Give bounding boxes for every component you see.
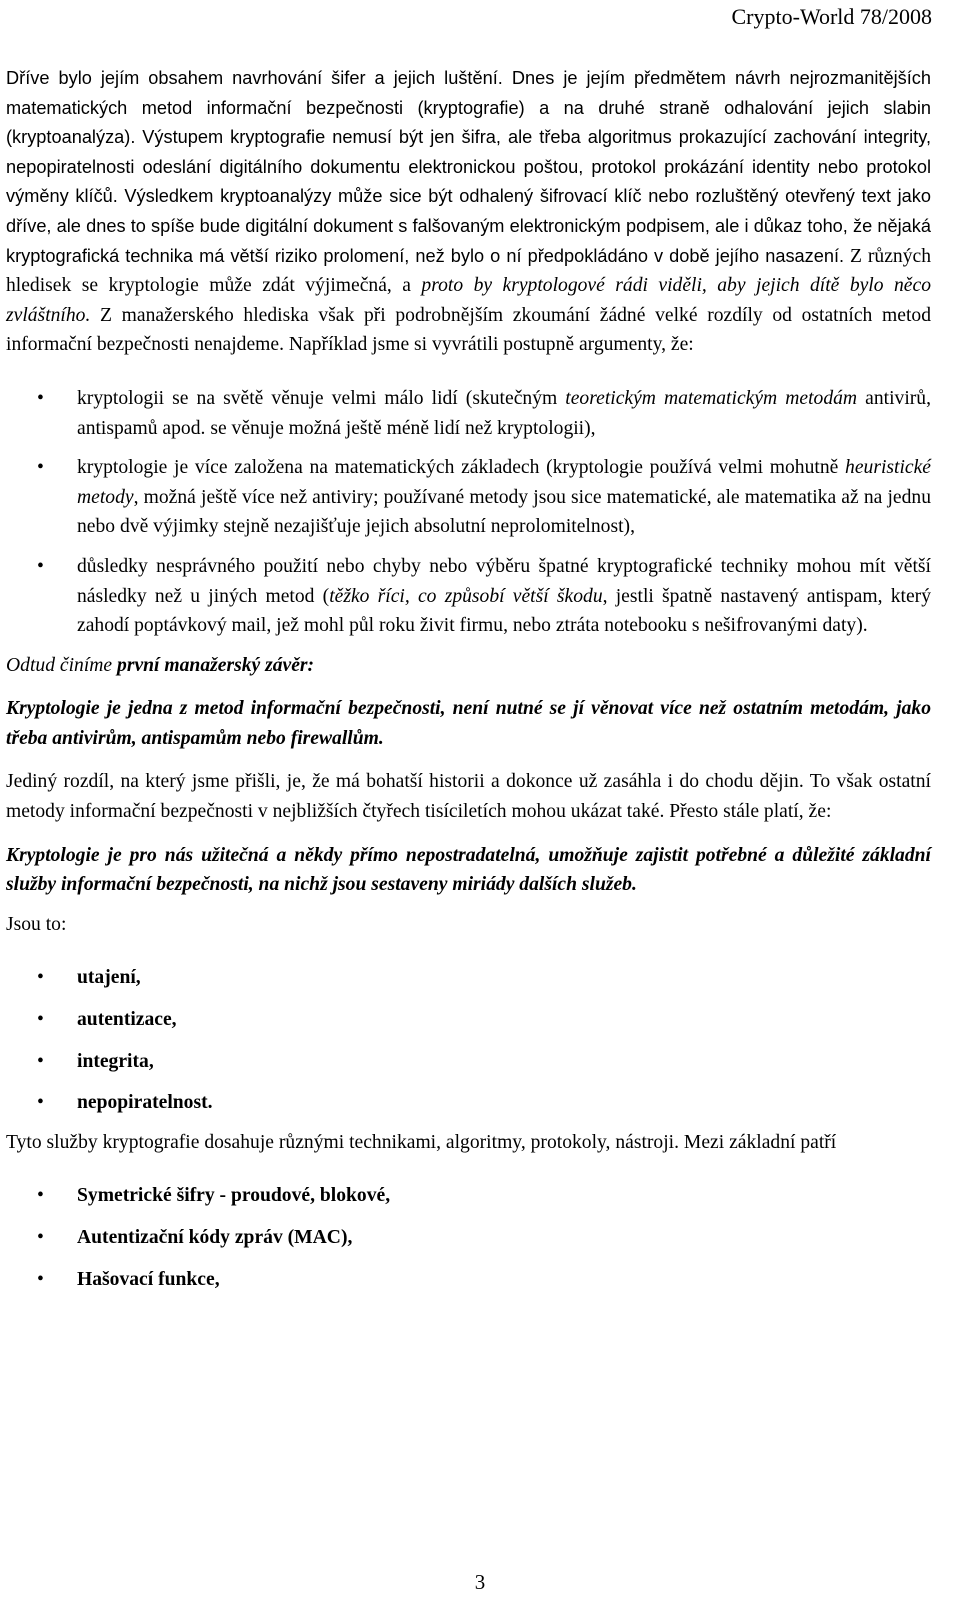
technique-label: Autentizační kódy zpráv (MAC), [77, 1227, 353, 1248]
conclusion-intro [6, 651, 931, 681]
services-intro: Jsou to: [6, 913, 67, 935]
list-item [6, 453, 931, 542]
bullet-icon: • [37, 1092, 44, 1114]
list-item-text: , možná ještě více než antiviry; používané metody jsou sice matematické, ale matematika až na jednu nebo dvě výjimky stejně nezajišťuje jejich absolutní neprolomitelnost), [77, 486, 931, 538]
intro-paragraph [6, 64, 931, 360]
intro-text-italic: proto by kryptologové rádi viděli, aby jejich dítě bylo něco zvláštního. [6, 275, 931, 326]
bullet-icon: • [37, 1009, 44, 1031]
document-body [6, 64, 931, 1294]
bullet-icon: • [37, 387, 44, 409]
bullet-icon: • [37, 1227, 44, 1248]
conclusion-1-text: Kryptologie je jedna z metod informační bezpečnosti, není nutné se jí věnovat více než ostatním metodám, jako třeba antivirům, antispamům nebo firewallům. [6, 698, 931, 749]
intro-text-c: Výsledkem kryptoanalýzy může sice být odhalený šifrovací klíč nebo rozluštěný otevřený text jako dříve, ale dnes to spíše bude digitální dokument s falšovaným elektronickým podpisem, ale i důkaz toho, že nějaká kryptografická technika má větší riziko prolomení, než bylo o ní předpokládáno v době jejího nasazení. [6, 186, 931, 266]
list-item [6, 1005, 931, 1035]
argument-list [6, 384, 931, 641]
bullet-icon: • [37, 967, 44, 989]
list-item-italic: těžko říci, co způsobí větší škodu [329, 585, 603, 607]
list-item [6, 1047, 931, 1077]
list-item [6, 384, 931, 443]
bullet-icon: • [37, 1185, 44, 1207]
page-number: 3 [474, 1570, 486, 1594]
list-item [6, 1265, 931, 1295]
bullet-icon: • [37, 1050, 44, 1072]
list-item [6, 1181, 931, 1211]
intro-text-a: Dříve bylo jejím obsahem navrhování šifer a jejich luštění. Dnes je jejím předmětem návrh nejrozmanitějších matematických metod informační bezpečnosti (kryptografie) a na druhé straně odhalování jejich slabin (kryptoanalýza). [6, 68, 931, 148]
list-item-italic: teoretickým matematickým metodám [565, 387, 858, 409]
technique-label: Symetrické šifry - proudové, blokové, [77, 1185, 391, 1207]
list-item-italic: heuristické metody [77, 457, 931, 508]
service-label: integrita, [77, 1050, 154, 1072]
list-item-text: , jestli špatně nastavený antispam, který zahodí poptávkový mail, jež mohl půl roku živit firmu, nebo ztráta notebooku s nešifrovanými daty). [77, 585, 931, 637]
techniques-list [6, 1181, 931, 1294]
page-header: Crypto-World 78/2008 [731, 4, 932, 29]
service-label: autentizace, [77, 1009, 177, 1031]
bullet-icon: • [37, 1268, 44, 1290]
list-item-text: antivirů, antispamů apod. se věnuje možná ještě méně lidí než kryptologii), [77, 387, 931, 439]
technique-label: Hašovací funkce, [77, 1268, 220, 1290]
bullet-icon: • [37, 555, 44, 577]
techniques-paragraph: Tyto služby kryptografie dosahuje různými technikami, algoritmy, protokoly, nástroji. Mezi základní patří [6, 1131, 837, 1153]
intro-text-d: Z různých hledisek se kryptologie může zdát výjimečná, a [6, 245, 931, 297]
list-item [6, 552, 931, 641]
intro-text-b: Výstupem kryptografie nemusí být jen šifra, ale třeba algoritmus prokazující zachování integrity, nepopiratelnosti odeslání digitálního dokumentu elektronickou poštou, protokol prokázání identity nebo protokol výměny klíčů. [6, 127, 932, 207]
service-label: nepopiratelnost. [77, 1092, 213, 1114]
history-paragraph: Jediný rozdíl, na který jsme přišli, je, že má bohatší historii a dokonce už zasáhla i do chodu dějin. To však ostatní metody informační bezpečnosti v nejbližších čtyřech tisíciletích mohou ukázat také. Přesto stále platí, že: [6, 771, 931, 823]
conclusion-intro-bold: první manažerský závěr: [117, 654, 315, 676]
conclusion-2-text: Kryptologie je pro nás užitečná a někdy přímo nepostradatelná, umožňuje zajistit potřebné a důležité základní služby informační bezpečnosti, na nichž jsou sestaveny miriády dalších služeb. [6, 844, 931, 896]
services-list [6, 963, 931, 1117]
list-item-text: kryptologie je více založena na matematických základech (kryptologie používá velmi mohutně [77, 457, 839, 479]
conclusion-statement-2 [6, 841, 931, 900]
list-item-text: kryptologii se na světě věnuje velmi málo lidí (skutečným [77, 387, 558, 409]
bullet-icon: • [37, 457, 44, 479]
service-label: utajení, [77, 967, 141, 989]
list-item [6, 1223, 931, 1253]
conclusion-statement-1 [6, 694, 931, 753]
intro-text-e: Z manažerského hlediska však při podrobnějším zkoumání žádné velké rozdíly od ostatních metod informační bezpečnosti nenajdeme. Například jsme si vyvrátili postupně argumenty, že: [6, 304, 931, 356]
list-item [6, 963, 931, 993]
conclusion-intro-italic: Odtud činíme [6, 654, 113, 676]
list-item-text: důsledky nesprávného použití nebo chyby nebo výběru špatné kryptografické techniky mohou mít větší následky než u jiných metod ( [77, 555, 931, 607]
list-item [6, 1088, 931, 1118]
